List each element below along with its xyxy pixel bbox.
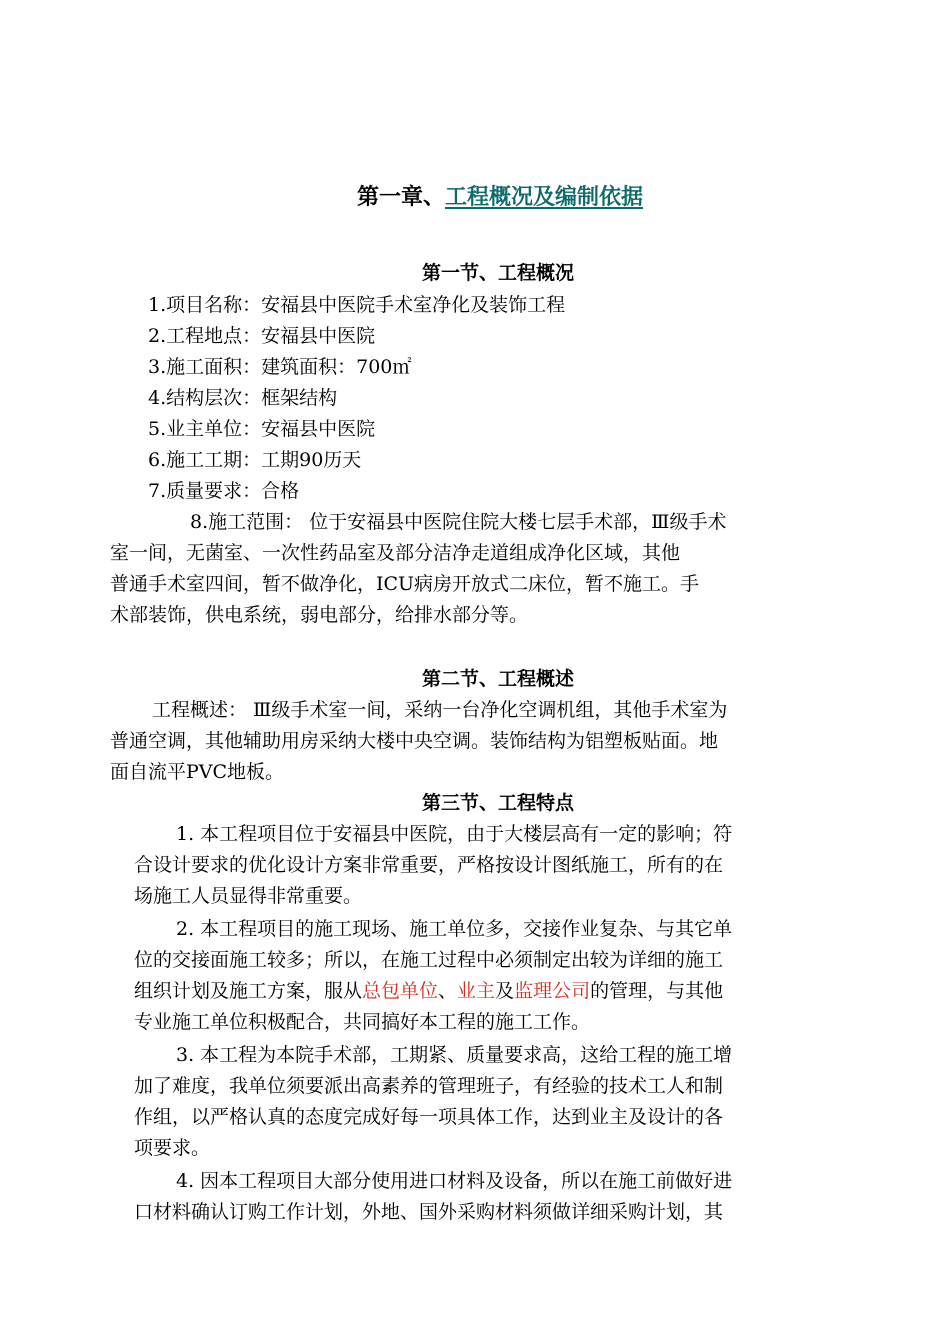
section-2-title: 第二节、工程概述	[421, 668, 574, 690]
quality-requirement: 7.质量要求：合格	[148, 480, 300, 502]
feature-3-line: 项要求。	[134, 1137, 211, 1159]
section-1-title: 第一节、工程概况	[421, 262, 574, 284]
highlight-owner: 业主	[457, 980, 496, 1002]
feature-3-line: 3. 本工程为本院手术部，工期紧、质量要求高，这给工程的施工增	[176, 1044, 733, 1066]
project-name: 1.项目名称：安福县中医院手术室净化及装饰工程	[148, 294, 566, 316]
feature-1-line: 场施工人员显得非常重要。	[134, 885, 363, 907]
construction-period: 6.施工工期：工期90历天	[148, 449, 362, 471]
feature-4-line: 4. 因本工程项目大部分使用进口材料及设备，所以在施工前做好进	[176, 1170, 733, 1192]
owner-unit: 5.业主单位：安福县中医院	[148, 418, 376, 440]
text-segment: 、	[438, 980, 458, 1002]
overview-line: 工程概述： Ⅲ级手术室一间，采纳一台净化空调机组，其他手术室为	[152, 699, 728, 721]
scope-line: 术部装饰，供电系统，弱电部分，给排水部分等。	[110, 604, 529, 626]
construction-area: 3.施工面积：建筑面积：700㎡	[148, 356, 412, 378]
chapter-title	[0, 182, 950, 214]
scope-line: 8.施工范围： 位于安福县中医院住院大楼七层手术部，Ⅲ级手术	[190, 511, 727, 533]
scope-line: 普通手术室四间，暂不做净化，ICU病房开放式二床位，暂不施工。手	[110, 573, 700, 595]
feature-1-line: 1. 本工程项目位于安福县中医院，由于大楼层高有一定的影响；符	[176, 823, 733, 845]
text-segment: 及	[495, 980, 515, 1002]
feature-3-line: 加了难度，我单位须要派出高素养的管理班子，有经验的技术工人和制	[134, 1075, 724, 1097]
text-segment: 的管理，与其他	[590, 980, 724, 1002]
section-3-title: 第三节、工程特点	[421, 792, 574, 814]
structure-type: 4.结构层次：框架结构	[148, 387, 338, 409]
feature-2-line: 专业施工单位积极配合，共同搞好本工程的施工工作。	[134, 1011, 591, 1033]
overview-line: 普通空调，其他辅助用房采纳大楼中央空调。装饰结构为铝塑板贴面。地	[110, 730, 719, 752]
overview-line: 面自流平PVC地板。	[110, 761, 285, 783]
scope-line: 室一间，无菌室、一次性药品室及部分洁净走道组成净化区域，其他	[110, 542, 681, 564]
chapter-title-link[interactable]: 工程概况及编制依据	[445, 185, 644, 210]
highlight-supervision-company: 监理公司	[514, 980, 591, 1002]
feature-1-line: 合设计要求的优化设计方案非常重要，严格按设计图纸施工，所有的在	[134, 854, 724, 876]
feature-4-line: 口材料确认订购工作计划，外地、国外采购材料须做详细采购计划，其	[134, 1201, 724, 1223]
feature-2-line	[134, 976, 723, 1006]
chapter-prefix: 第一章、	[356, 185, 445, 210]
feature-2-line: 2. 本工程项目的施工现场、施工单位多，交接作业复杂、与其它单	[176, 918, 733, 940]
text-segment: 组织计划及施工方案，服从	[134, 980, 363, 1002]
highlight-general-contractor: 总包单位	[362, 980, 439, 1002]
feature-2-line: 位的交接面施工较多；所以，在施工过程中必须制定出较为详细的施工	[134, 949, 724, 971]
project-location: 2.工程地点：安福县中医院	[148, 325, 376, 347]
feature-3-line: 作组，以严格认真的态度完成好每一项具体工作，达到业主及设计的各	[134, 1106, 724, 1128]
